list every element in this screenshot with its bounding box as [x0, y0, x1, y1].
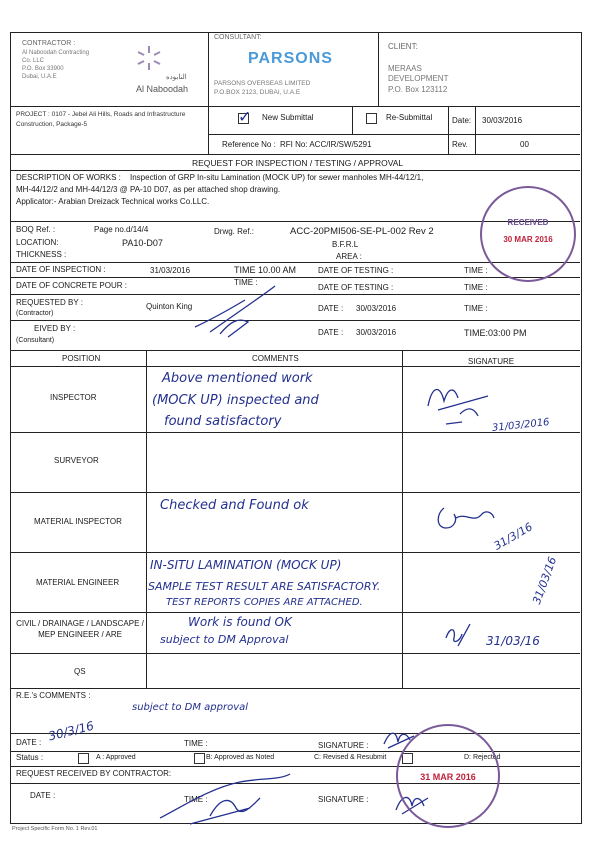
parsons-logo: PARSONS — [248, 50, 333, 67]
divider — [448, 106, 449, 154]
status-d-label: D: Rejected — [464, 754, 501, 761]
received-time-value: TIME:03:00 PM — [464, 328, 527, 338]
status-label: Status : — [16, 753, 44, 762]
footer-date-value: 30/3/16 — [46, 718, 96, 744]
divider — [10, 294, 580, 295]
contractor-line: P.O. Box 33900 — [22, 66, 64, 72]
time-label: TIME : — [464, 266, 488, 275]
divider — [10, 688, 580, 689]
row-position: MATERIAL INSPECTOR — [34, 517, 122, 526]
row-comment: found satisfactory — [164, 414, 282, 429]
row-comment: TEST REPORTS COPIES ARE ATTACHED. — [166, 597, 363, 608]
area-label: AREA : — [336, 252, 362, 261]
location-value: PA10-D07 — [122, 238, 163, 248]
requested-by-value: Quinton King — [146, 302, 193, 311]
column-header-position: POSITION — [62, 354, 101, 363]
status-c-label: C: Revised & Resubmit — [314, 754, 387, 761]
divider — [352, 106, 353, 134]
status-b-checkbox[interactable] — [194, 753, 205, 764]
divider — [208, 32, 209, 106]
inspection-date-value: 31/03/2016 — [150, 266, 191, 275]
consultant-label: CONSULTANT: — [214, 34, 262, 41]
client-label: CLIENT: — [388, 42, 418, 51]
logo-arabic: النابوده — [166, 74, 187, 81]
concrete-pour-label: DATE OF CONCRETE POUR : — [16, 281, 127, 290]
footer-date-label: DATE : — [30, 791, 56, 800]
bfrl-label: B.F.R.L — [332, 240, 359, 249]
column-header-signature: SIGNATURE — [468, 357, 515, 366]
status-b-label: B: Approved as Noted — [206, 754, 275, 761]
received-by-sub: (Consultant) — [16, 337, 55, 344]
row-position: CIVIL / DRAINAGE / LANDSCAPE / MEP ENGINEER / ARE — [16, 619, 144, 639]
divider — [10, 552, 580, 553]
status-a-label: A : Approved — [96, 754, 136, 761]
page-number: Page no.d/14/4 — [94, 225, 149, 234]
divider — [10, 612, 580, 613]
requested-by-sub: (Contractor) — [16, 310, 54, 317]
received-by-contractor-label: REQUEST RECEIVED BY CONTRACTOR: — [16, 769, 172, 778]
client-line: P.O. Box 123112 — [388, 85, 448, 94]
divider — [10, 366, 580, 367]
received-stamp — [396, 724, 500, 828]
divider — [10, 154, 580, 155]
received-date-value: 30/03/2016 — [356, 328, 397, 337]
divider — [10, 277, 580, 278]
divider — [208, 134, 580, 135]
date-value: 30/03/2016 — [482, 116, 523, 125]
divider — [10, 320, 580, 321]
re-comments-value: subject to DM approval — [132, 702, 249, 713]
status-a-checkbox[interactable] — [78, 753, 89, 764]
thickness-label: THICKNESS : — [16, 250, 67, 259]
contractor-label: CONTRACTOR : — [22, 40, 76, 47]
new-submittal-label: New Submittal — [262, 113, 314, 122]
rev-label: Rev. — [452, 140, 468, 149]
form-title: REQUEST FOR INSPECTION / TESTING / APPROVAL — [192, 158, 404, 168]
reference-value: RFI No: ACC/IR/SW/5291 — [280, 140, 372, 149]
resubmittal-checkbox[interactable] — [366, 113, 377, 124]
row-comment: IN-SITU LAMINATION (MOCK UP) — [150, 558, 342, 572]
consultant-line: PARSONS OVERSEAS LIMITED — [214, 80, 311, 87]
project-text: PROJECT : 0107 - Jebel Ali Hills, Roads and Infrastructure Construction, Package-5 — [16, 111, 186, 128]
testing-date-label: DATE OF TESTING : — [318, 266, 394, 275]
date-label: DATE : — [318, 304, 344, 313]
divider — [10, 350, 580, 351]
received-by-label: EIVED BY : — [34, 324, 76, 333]
divider — [402, 350, 403, 688]
rev-value: 00 — [520, 140, 529, 149]
date-label: DATE : — [318, 328, 344, 337]
row-signature-date: 31/03/16 — [486, 634, 540, 648]
footer-signature-label: SIGNATURE : — [318, 741, 369, 750]
works-line: MH-44/12/2 and MH-44/12/3 @ PA-10 D07, as per attached shop drawing. — [16, 185, 281, 194]
divider — [208, 106, 209, 154]
engineer-signature — [440, 620, 480, 650]
client-line: MERAAS — [388, 64, 422, 73]
received-stamp — [480, 186, 576, 282]
date-label: Date: — [452, 116, 472, 125]
location-label: LOCATION: — [16, 238, 59, 247]
boq-label: BOQ Ref. : — [16, 225, 56, 234]
row-position: INSPECTOR — [50, 393, 97, 402]
divider — [10, 106, 580, 107]
testing-date-label: DATE OF TESTING : — [318, 283, 394, 292]
drwg-label: Drwg. Ref.: — [214, 227, 255, 236]
footer-date-label: DATE : — [16, 738, 42, 747]
row-comment: Work is found OK — [188, 615, 292, 629]
column-header-comments: COMMENTS — [252, 354, 299, 363]
row-signature-date: 31/03/2016 — [491, 417, 551, 434]
stamp-date: 30 MAR 2016 — [503, 235, 553, 244]
row-comment: Checked and Found ok — [160, 498, 309, 513]
divider — [475, 106, 476, 154]
row-comment: (MOCK UP) inspected and — [152, 393, 319, 408]
footer-signature-label: SIGNATURE : — [318, 795, 369, 804]
time-label: TIME : — [234, 278, 258, 287]
drwg-value: ACC-20PMI506-SE-PL-002 Rev 2 — [290, 226, 434, 237]
footer-time-label: TIME : — [184, 739, 208, 748]
row-comment: Above mentioned work — [162, 371, 313, 386]
contractor-line: Al Naboodah Contracting — [22, 50, 90, 56]
divider — [10, 492, 580, 493]
client-line: DEVELOPMENT — [388, 74, 449, 83]
row-position: SURVEYOR — [54, 456, 99, 465]
form-number: Project Specific Form No. 1 Rev.01 — [12, 826, 98, 832]
requested-by-label: REQUESTED BY : — [16, 298, 83, 307]
row-signature-date: 31/03/16 — [530, 555, 560, 606]
stamp-label: RECEIVED — [507, 218, 549, 227]
time-label: TIME : — [464, 283, 488, 292]
consultant-line: P.O.BOX 2123, DUBAI, U.A.E — [214, 89, 301, 96]
al-naboodah-logo-icon — [134, 44, 164, 72]
material-inspector-signature — [432, 498, 512, 538]
requested-date-value: 30/03/2016 — [356, 304, 397, 313]
row-comment: subject to DM Approval — [160, 633, 289, 646]
row-comment: SAMPLE TEST RESULT ARE SATISFACTORY. — [148, 580, 381, 593]
row-signature-date: 31/3/16 — [491, 520, 535, 553]
time-label: TIME : — [464, 304, 488, 313]
inspection-date-label: DATE OF INSPECTION : — [16, 265, 106, 274]
requester-signature — [190, 282, 280, 342]
inspection-time-value: TIME 10.00 AM — [234, 265, 297, 275]
checkmark-icon: ✓ — [238, 109, 252, 126]
logo-text: Al Naboodah — [136, 84, 189, 94]
footer-time-label: TIME : — [184, 795, 208, 804]
works-line: Applicator:- Arabian Dreizack Technical works Co.LLC. — [16, 197, 210, 206]
divider — [146, 350, 147, 688]
divider — [378, 32, 379, 106]
divider — [10, 733, 580, 734]
divider — [10, 170, 580, 171]
contractor-line: Co. LLC — [22, 58, 45, 64]
resubmittal-label: Re-Submittal — [386, 113, 433, 122]
reference-label: Reference No : — [222, 140, 276, 149]
works-label: DESCRIPTION OF WORKS : — [16, 173, 121, 182]
contractor-receipt-signature — [150, 768, 300, 828]
re-comments-label: R.E.'s COMMENTS : — [16, 691, 91, 700]
row-position: QS — [74, 667, 86, 676]
works-line: Inspection of GRP In-situ Lamination (MOCK UP) for sewer manholes MH-44/12/1, — [130, 173, 424, 182]
row-position: MATERIAL ENGINEER — [36, 578, 120, 587]
stamp-date: 31 MAR 2016 — [420, 772, 476, 782]
contractor-line: Dubai, U.A.E — [22, 74, 57, 80]
divider — [10, 653, 580, 654]
